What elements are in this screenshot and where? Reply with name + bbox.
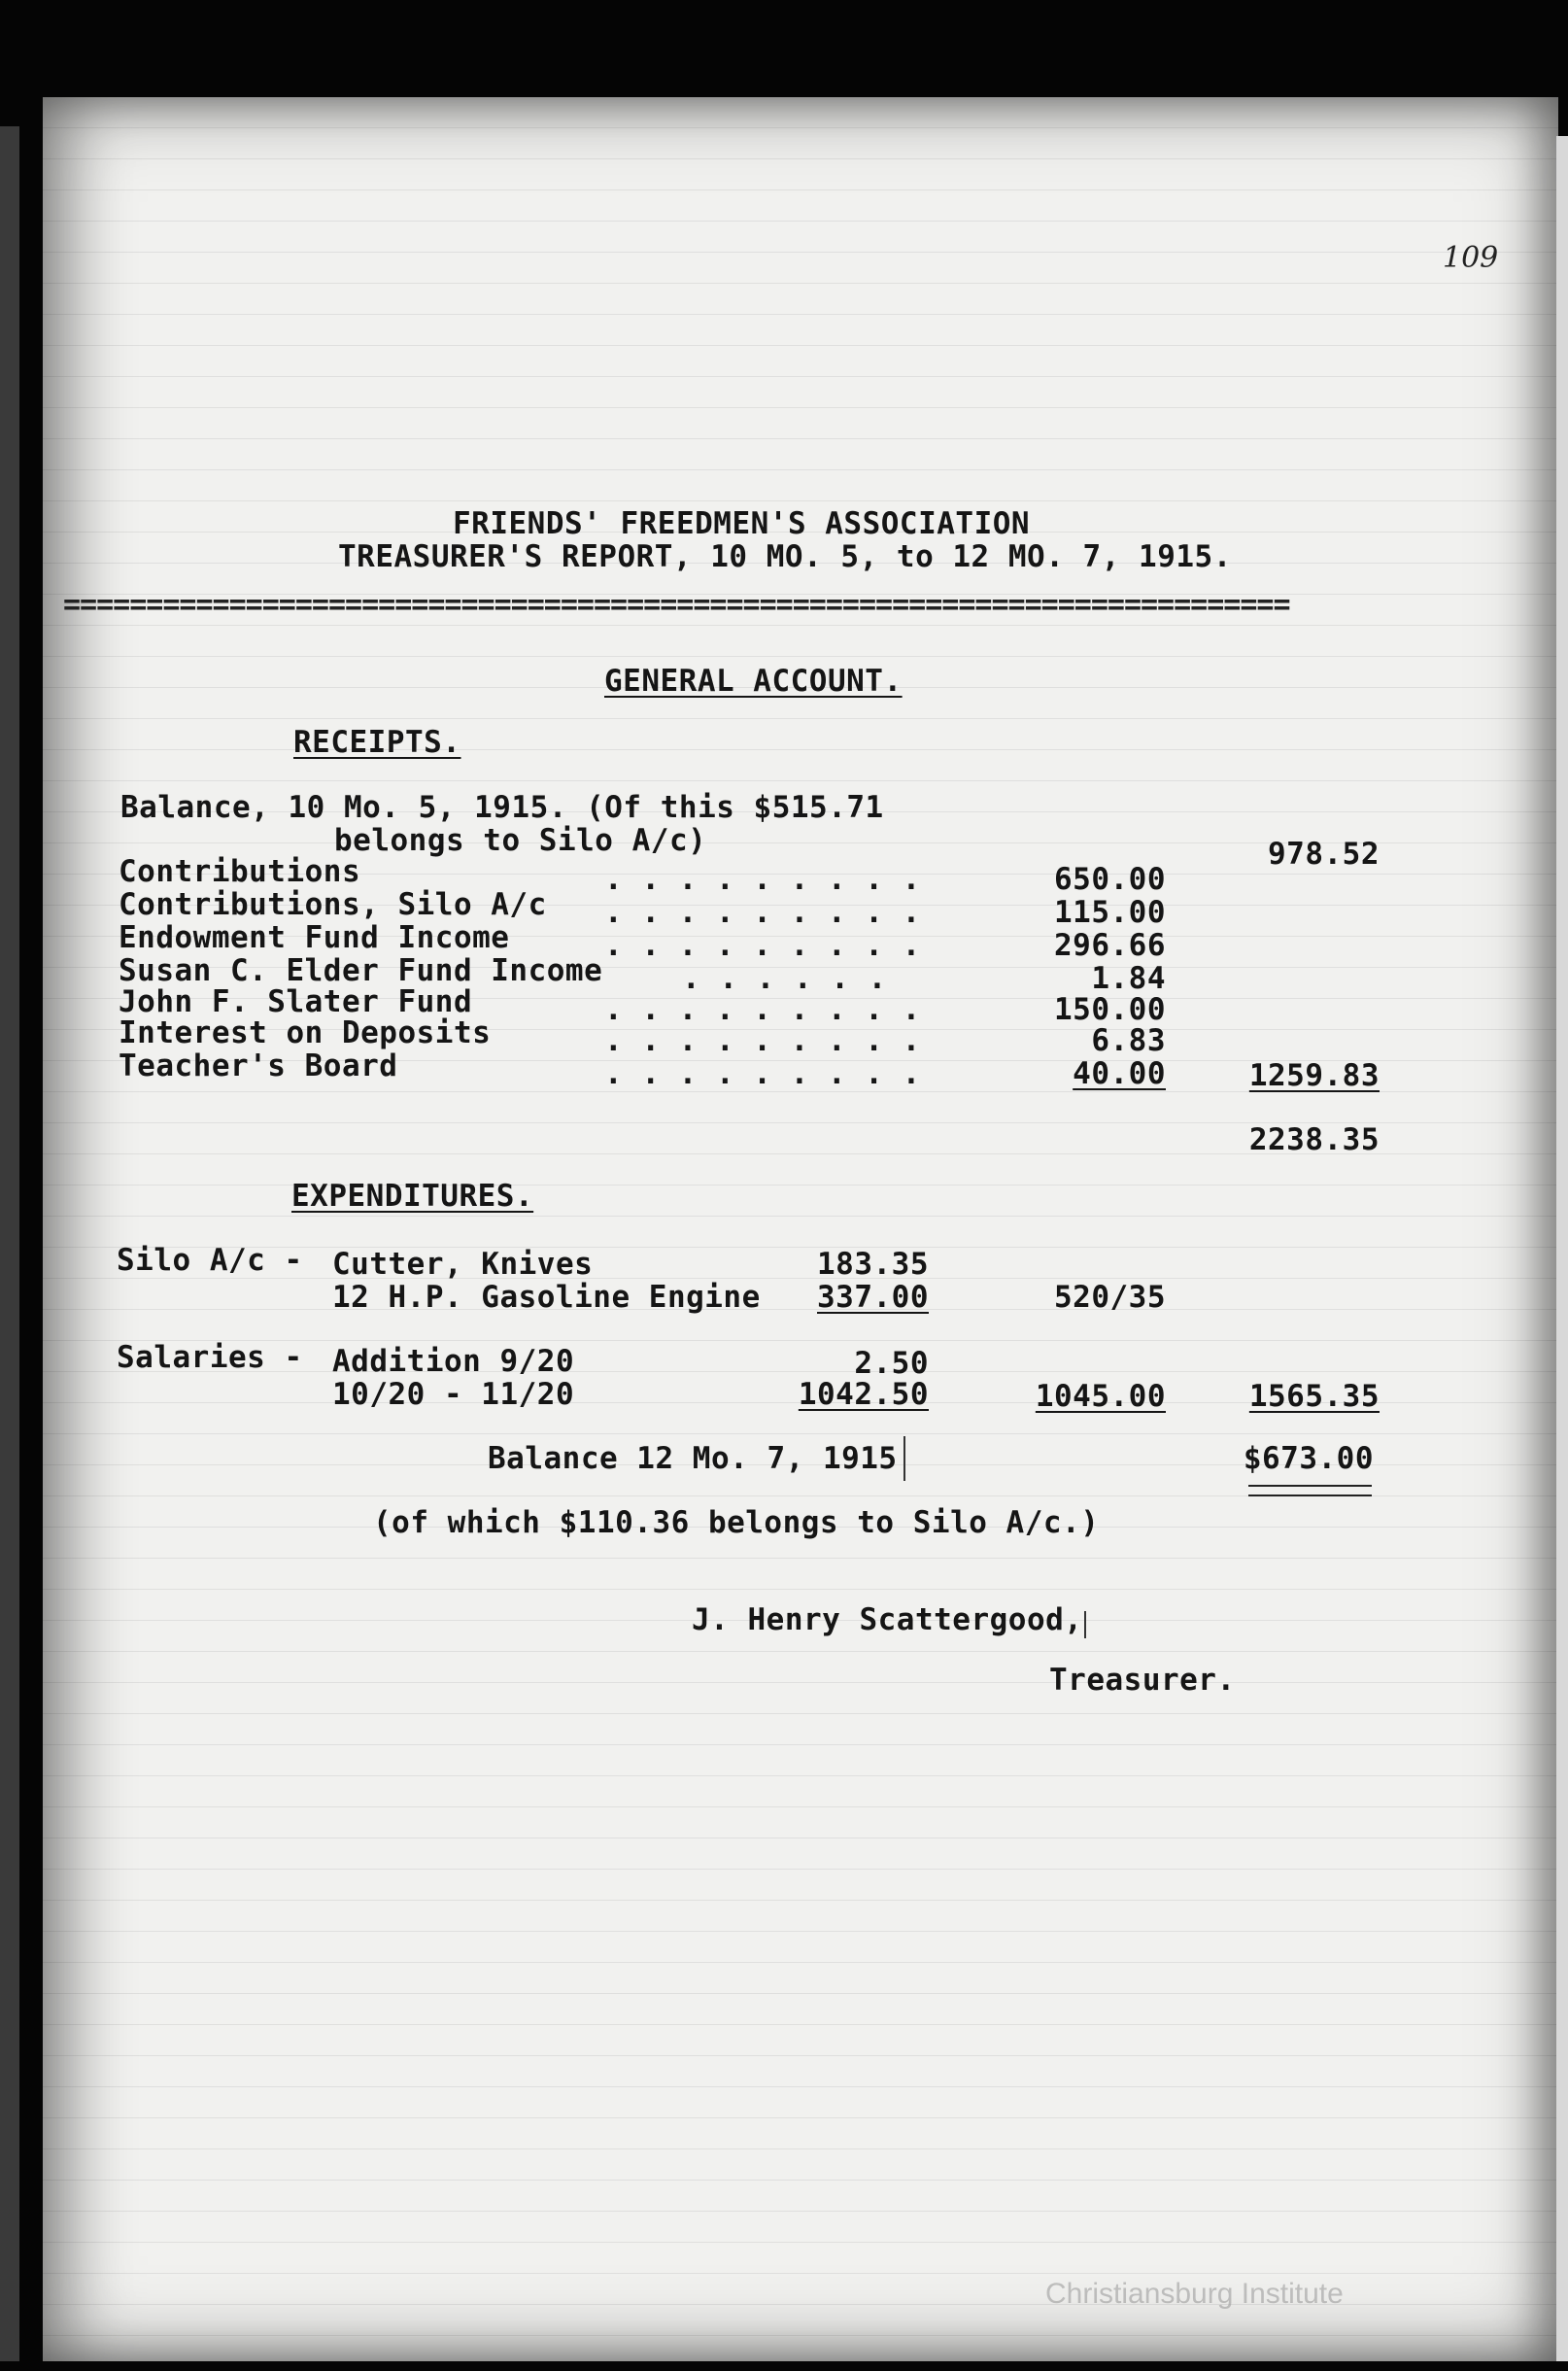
document-page [43,97,1558,2361]
receipt-label: Contributions, Silo A/c [119,887,547,922]
organization-title: FRIENDS' FREEDMEN'S ASSOCIATION [453,506,1031,541]
leader-dots: . . . . . . . . . [604,1023,921,1058]
signature-title: Treasurer. [1049,1663,1236,1698]
salaries-label: Salaries - [117,1340,303,1375]
silo-label: Silo A/c - [117,1243,303,1278]
pencil-mark [1084,1611,1086,1638]
receipt-amount: 650.00 [1054,862,1166,897]
page-edge-shadow [0,126,19,2361]
salaries-item: Addition 9/20 [332,1344,575,1379]
section-title: GENERAL ACCOUNT. [604,664,903,699]
silo-item-amount: 183.35 [817,1247,929,1282]
divider-line: ========================================================================== [63,595,1290,616]
receipt-amount: 6.83 [1091,1023,1166,1058]
balance-amount: 978.52 [1268,837,1380,872]
receipt-label: Teacher's Board [119,1048,398,1083]
salaries-item-amount: 1042.50 [798,1377,929,1412]
closing-note: (of which $110.36 belongs to Silo A/c.) [373,1505,1100,1540]
grand-total: 2238.35 [1248,1122,1380,1157]
silo-subtotal: 520/35 [1054,1280,1166,1315]
receipt-amount: 40.00 [1073,1056,1166,1091]
closing-balance-amount: $673.00 [1243,1441,1374,1476]
leader-dots: . . . . . . . . . [604,895,921,930]
receipt-amount: 1.84 [1091,961,1166,996]
salaries-item: 10/20 - 11/20 [332,1377,575,1412]
receipt-label: Susan C. Elder Fund Income [119,953,603,988]
expenditures-total: 1565.35 [1248,1379,1380,1414]
closing-balance-label: Balance 12 Mo. 7, 1915 [488,1441,898,1476]
receipt-amount: 296.66 [1054,928,1166,963]
leader-dots: . . . . . . . . . [604,1056,921,1091]
silo-item: Cutter, Knives [332,1247,594,1282]
balance-line-1: Balance, 10 Mo. 5, 1915. (Of this $515.71 [120,790,884,825]
silo-item: 12 H.P. Gasoline Engine [332,1280,761,1315]
balance-line-2: belongs to Silo A/c) [334,823,707,858]
receipt-label: Contributions [119,854,361,889]
pencil-mark [903,1436,905,1481]
receipt-amount: 115.00 [1054,895,1166,930]
leader-dots: . . . . . . . . . [604,992,921,1027]
receipt-label: Interest on Deposits [119,1015,492,1050]
leader-dots: . . . . . . . . . [604,862,921,897]
double-underline [1248,1485,1372,1496]
salaries-subtotal: 1045.00 [1035,1379,1166,1414]
page-edge-right [1556,136,1568,2361]
report-title: TREASURER'S REPORT, 10 MO. 5, to 12 MO. 7, 1915. [338,539,1232,574]
receipts-heading: RECEIPTS. [293,725,461,760]
receipt-amount: 150.00 [1054,992,1166,1027]
signature-name: J. Henry Scattergood, [692,1602,1083,1637]
receipts-total: 1259.83 [1248,1058,1380,1093]
expenditures-heading: EXPENDITURES. [291,1179,534,1214]
salaries-item-amount: 2.50 [854,1346,929,1381]
silo-item-amount: 337.00 [817,1280,929,1315]
receipt-label: John F. Slater Fund [119,984,473,1019]
leader-dots: . . . . . . [682,961,887,996]
receipt-label: Endowment Fund Income [119,920,510,955]
leader-dots: . . . . . . . . . [604,928,921,963]
watermark: Christiansburg Institute [1045,2278,1344,2310]
page-number: 109 [1443,241,1499,275]
